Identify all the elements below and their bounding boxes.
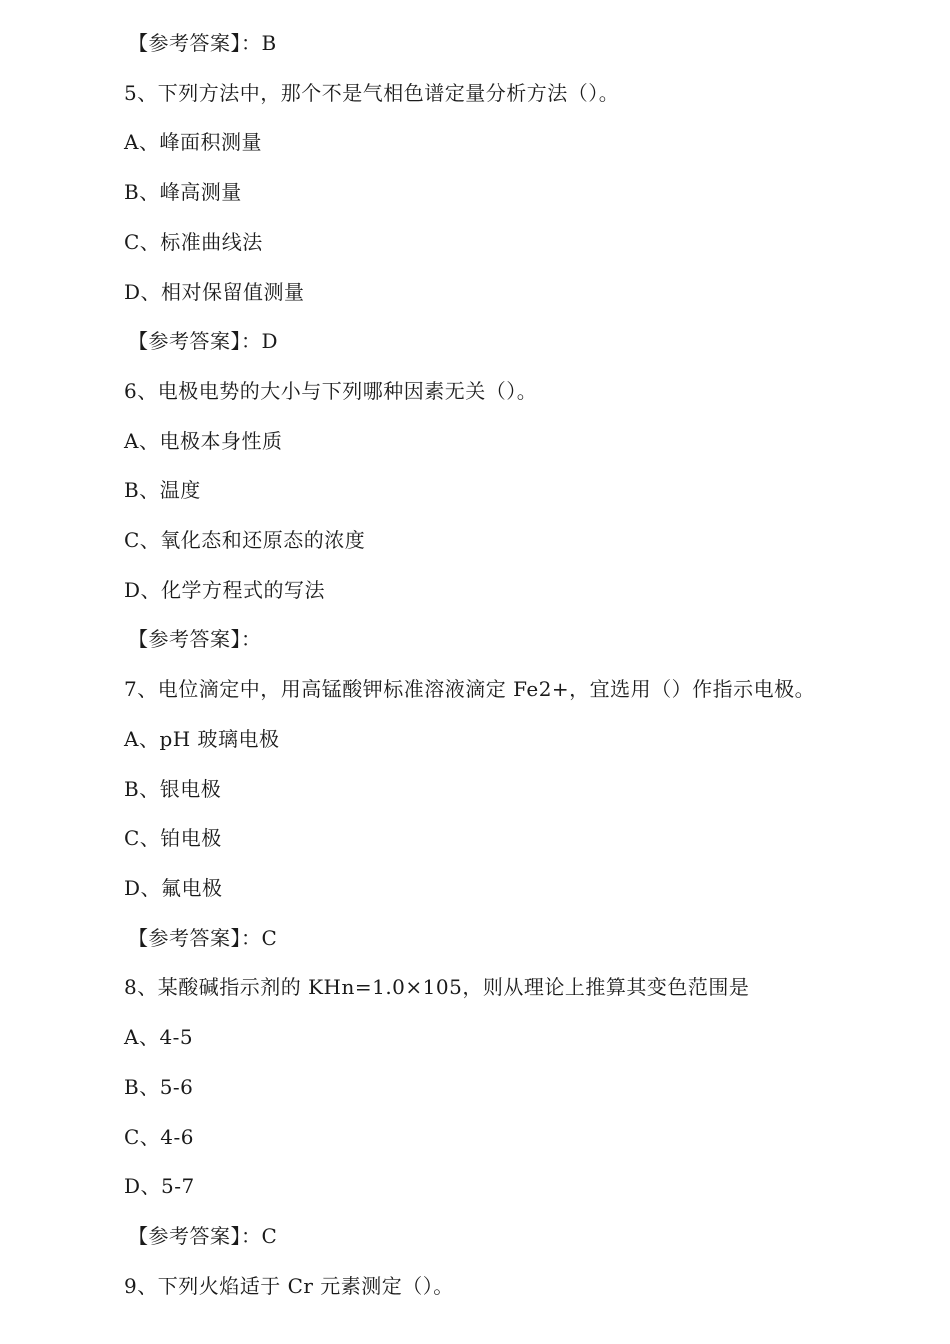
option-line: C、4-6 — [124, 1125, 195, 1149]
option-line: A、峰面积测量 — [124, 130, 262, 154]
option-line: D、5-7 — [124, 1174, 195, 1198]
answer-line: 【参考答案】： — [128, 627, 262, 651]
option-line: D、氟电极 — [124, 876, 223, 900]
answer-line: 【参考答案】：C — [128, 1224, 278, 1248]
option-line: B、峰高测量 — [124, 180, 242, 204]
question-9: 9、下列火焰适于 Cr 元素测定（）。 — [124, 1274, 454, 1298]
answer-line: 【参考答案】：B — [128, 31, 277, 55]
option-line: C、氧化态和还原态的浓度 — [124, 528, 366, 552]
answer-line: 【参考答案】：C — [128, 926, 278, 950]
option-line: D、化学方程式的写法 — [124, 578, 326, 602]
option-line: A、4-5 — [124, 1025, 194, 1049]
option-line: C、铂电极 — [124, 826, 222, 850]
option-line: B、5-6 — [124, 1075, 194, 1099]
option-line: A、pH 玻璃电极 — [124, 727, 280, 751]
question-5: 5、下列方法中，那个不是气相色谱定量分析方法（）。 — [124, 81, 620, 105]
question-7: 7、电位滴定中，用高锰酸钾标准溶液滴定 Fe2+，宜选用（）作指示电极。 — [124, 677, 816, 701]
option-line: B、温度 — [124, 478, 201, 502]
question-6: 6、电极电势的大小与下列哪种因素无关（）。 — [124, 379, 538, 403]
answer-line: 【参考答案】：D — [128, 329, 279, 353]
option-line: C、标准曲线法 — [124, 230, 263, 254]
question-8: 8、某酸碱指示剂的 KHn=1.0×105，则从理论上推算其变色范围是 — [124, 975, 750, 999]
option-line: A、电极本身性质 — [124, 429, 283, 453]
option-line: B、银电极 — [124, 777, 222, 801]
option-line: D、相对保留值测量 — [124, 280, 305, 304]
